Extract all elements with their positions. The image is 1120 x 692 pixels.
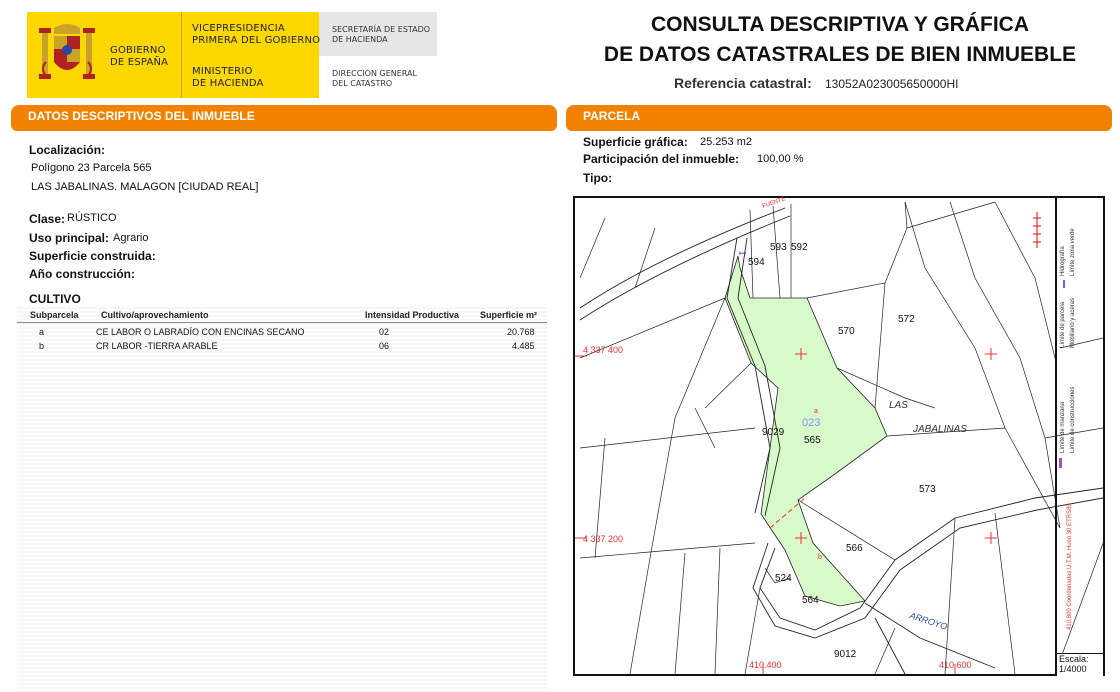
row-superficie: 20.768	[507, 327, 535, 337]
vicepresidencia-text	[192, 23, 320, 47]
stream-name: ARROYO	[908, 610, 949, 632]
clase-value: RÚSTICO	[67, 212, 117, 224]
scale-box	[1057, 653, 1103, 676]
row-subparcela: a	[39, 327, 45, 337]
tipo-label: Tipo:	[583, 171, 613, 185]
coord-y-label: 4 337 200	[583, 534, 624, 544]
gobierno-text	[110, 45, 168, 69]
hidrografia-swatch	[1063, 280, 1065, 288]
ref-catastral-value: 13052A023005650000HI	[825, 77, 959, 91]
panel-title: DATOS DESCRIPTIVOS DEL INMUEBLE	[28, 109, 255, 123]
table-row	[17, 327, 547, 341]
secretaria-text	[332, 25, 430, 45]
manzana-swatch	[1059, 458, 1062, 468]
col-superficie: Superficie m²	[480, 310, 538, 320]
uso-principal-label: Uso principal:	[29, 231, 110, 245]
ministerio-text	[192, 66, 264, 90]
legend-construcciones: Límite de construcciones	[1070, 386, 1076, 453]
map-legend	[1057, 198, 1103, 653]
parcel-label: 524	[775, 573, 792, 584]
dir-line-1: DIRECCIÓN GENERAL	[332, 69, 417, 78]
coat-of-arms-icon	[36, 22, 98, 88]
dir-line-2: DEL CATASTRO	[332, 79, 393, 88]
vice-line-2: PRIMERA DEL GOBIERNO	[192, 35, 321, 46]
scale-value: 1/4000	[1059, 664, 1087, 674]
table-row	[17, 341, 547, 355]
direccion-text	[332, 69, 417, 89]
row-subparcela: b	[39, 341, 45, 351]
polygon-label: 023	[802, 417, 821, 429]
sec-line-1: SECRETARÍA DE ESTADO	[332, 25, 431, 34]
coord-x-label: 410.600	[939, 660, 972, 670]
col-intensidad: Intensidad Productiva	[365, 310, 460, 320]
parcel-label: 566	[846, 543, 863, 554]
vice-line-1: VICEPRESIDENCIA	[192, 23, 285, 34]
superficie-grafica-value: 25.253 m2	[700, 136, 752, 148]
parcel-label: 9029	[762, 427, 785, 438]
divider	[181, 12, 182, 98]
cultivo-title: CULTIVO	[29, 292, 81, 306]
localizacion-line-2: LAS JABALINAS. MALAGON [CIUDAD REAL]	[31, 181, 259, 193]
parcela-header	[566, 105, 1112, 125]
cultivo-table	[17, 307, 547, 692]
parcel-label: 570	[838, 326, 855, 337]
place-name: LAS	[889, 400, 908, 411]
superficie-grafica-label: Superficie gráfica:	[583, 135, 688, 149]
table-header-divider	[17, 322, 547, 323]
superficie-construida-label: Superficie construida:	[29, 249, 156, 263]
cadastral-map[interactable]	[573, 196, 1105, 676]
parcel-label: 594	[748, 257, 765, 268]
ref-catastral-label: Referencia catastral:	[674, 75, 812, 91]
subparcel-label: b	[818, 554, 822, 561]
legend-manzana: Límite de manzana	[1060, 401, 1066, 453]
parcel-label: 572	[898, 314, 915, 325]
anio-construccion-label: Año construcción:	[29, 267, 136, 281]
title-line-2: DE DATOS CATASTRALES DE BIEN INMUEBLE	[603, 43, 1077, 66]
legend-coords-note: 410.800 Coordenadas U.T.M. Huso 30 ETRS89	[1067, 503, 1073, 630]
row-cultivo: CE LABOR O LABRADÍO CON ENCINAS SECANO	[96, 327, 305, 337]
col-subparcela: Subparcela	[30, 310, 79, 320]
page-title	[570, 10, 1110, 70]
parcel-label: 9012	[834, 649, 857, 660]
sec-line-2: DE HACIENDA	[332, 35, 388, 44]
row-cultivo: CR LABOR -TIERRA ARABLE	[96, 341, 218, 351]
localizacion-label: Localización:	[29, 143, 106, 157]
datos-descriptivos-header	[11, 105, 557, 125]
title-line-1: CONSULTA DESCRIPTIVA Y GRÁFICA	[650, 13, 1030, 36]
parcel-label: 565	[804, 435, 821, 446]
legend-zona-verde: Límite zona verde	[1070, 228, 1076, 276]
row-intensidad: 06	[379, 341, 390, 351]
scale-label: Escala:	[1059, 654, 1089, 664]
parcel-label: 592	[791, 242, 808, 253]
north-arrow-icon	[1033, 212, 1041, 248]
espana-line: DE ESPAÑA	[110, 57, 169, 68]
ministerio-line-2: DE HACIENDA	[192, 78, 264, 89]
parcel-label: 573	[919, 484, 936, 495]
panel-title: PARCELA	[583, 109, 641, 123]
road-marker: 1	[737, 250, 748, 256]
parcel-label: 564	[802, 595, 819, 606]
legend-parcela: Límite de parcela	[1060, 301, 1066, 348]
localizacion-line-1: Polígono 23 Parcela 565	[31, 162, 152, 174]
parcel-label: 593	[770, 242, 787, 253]
panel-header-tail	[11, 125, 557, 131]
row-intensidad: 02	[379, 327, 390, 337]
map-drawing	[575, 198, 1103, 674]
panel-header-tail	[566, 125, 1112, 131]
row-superficie: 4.485	[512, 341, 535, 351]
col-cultivo: Cultivo/aprovechamiento	[101, 310, 209, 320]
road-name: FUENTE	[761, 196, 787, 210]
legend-mobiliario: Mobiliario y aceras	[1070, 297, 1076, 348]
subparcel-label: a	[814, 408, 818, 415]
gobierno-line: GOBIERNO	[110, 45, 166, 56]
legend-hidrografia: Hidrografía	[1060, 246, 1066, 276]
coord-y-label: 4 337 400	[583, 345, 624, 355]
participacion-value: 100,00 %	[757, 153, 804, 165]
ministerio-line-1: MINISTERIO	[192, 66, 253, 77]
participacion-label: Participación del inmueble:	[583, 152, 740, 166]
coord-x-label: 410.400	[749, 660, 782, 670]
clase-label: Clase:	[29, 212, 66, 226]
place-name: JABALINAS	[913, 424, 967, 435]
uso-principal-value: Agrario	[113, 232, 149, 244]
